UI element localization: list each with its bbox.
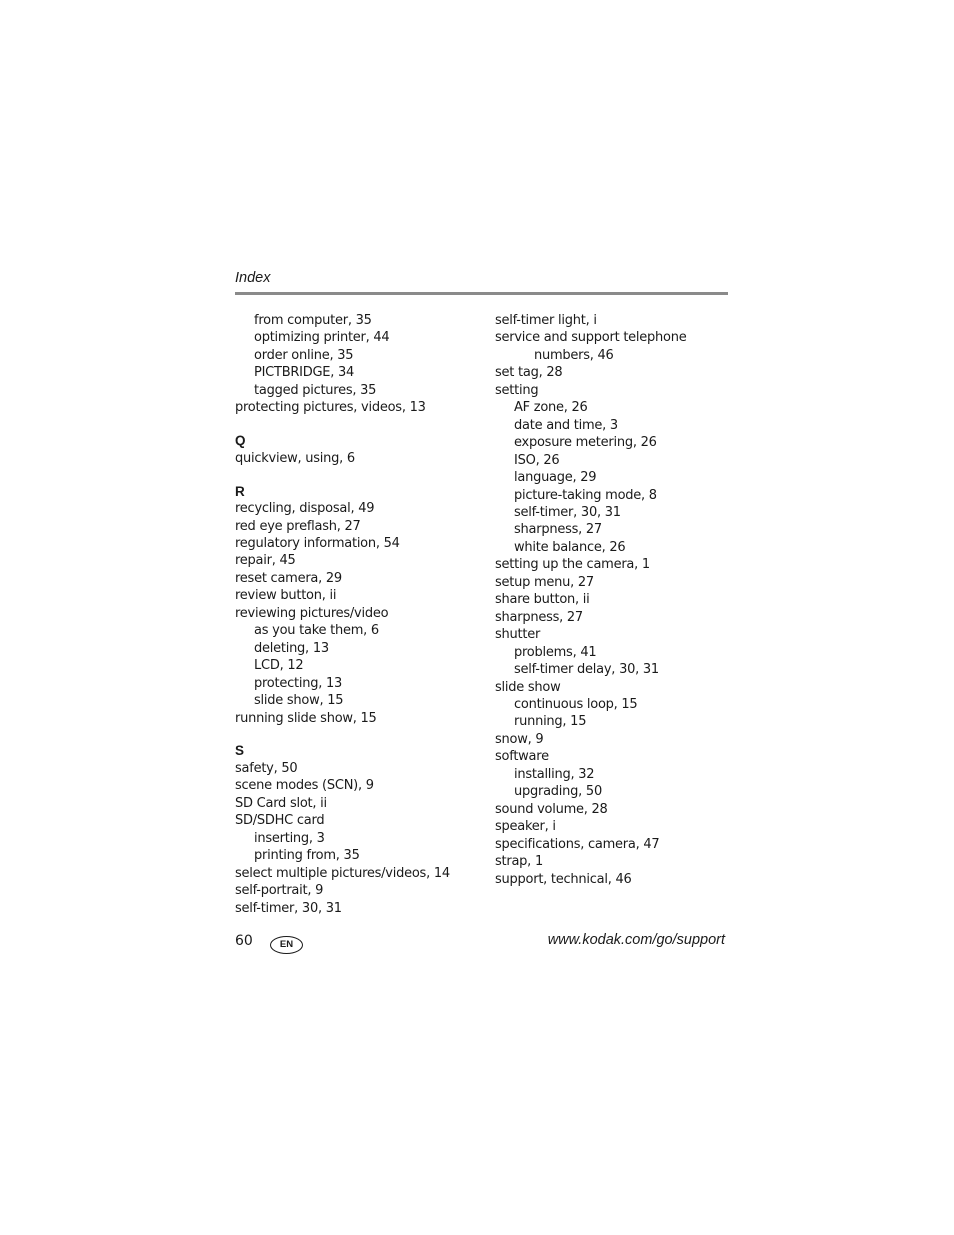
index-entry: snow, 9 xyxy=(495,731,544,747)
index-section-letter: R xyxy=(235,483,245,499)
index-subentry: self-timer delay, 30, 31 xyxy=(514,662,659,678)
index-subentry: PICTBRIDGE, 34 xyxy=(254,365,355,381)
index-entry: reset camera, 29 xyxy=(235,570,342,586)
index-section-letter: Q xyxy=(235,433,246,449)
index-entry: SD Card slot, ii xyxy=(235,795,327,811)
index-subentry: LCD, 12 xyxy=(254,658,304,674)
index-subentry: AF zone, 26 xyxy=(514,400,588,416)
index-entry: recycling, disposal, 49 xyxy=(235,501,375,517)
index-subentry: as you take them, 6 xyxy=(254,623,379,639)
index-subentry: self-timer, 30, 31 xyxy=(514,504,621,520)
index-entry: setting xyxy=(495,382,539,398)
index-entry: red eye preflash, 27 xyxy=(235,518,361,534)
index-entry: running slide show, 15 xyxy=(235,710,377,726)
index-entry: setup menu, 27 xyxy=(495,574,594,590)
index-entry: sharpness, 27 xyxy=(495,609,583,625)
index-subentry: from computer, 35 xyxy=(254,313,372,328)
support-url-link[interactable]: www.kodak.com/go/support xyxy=(547,932,725,948)
index-entry: safety, 50 xyxy=(235,760,298,776)
index-entry: reviewing pictures/video xyxy=(235,605,389,621)
index-entry: quickview, using, 6 xyxy=(235,450,355,466)
index-entry: support, technical, 46 xyxy=(495,871,632,887)
index-subentry: printing from, 35 xyxy=(254,848,360,864)
index-subentry: tagged pictures, 35 xyxy=(254,382,377,398)
index-subentry: inserting, 3 xyxy=(254,830,325,846)
index-entry: SD/SDHC card xyxy=(235,813,325,829)
page-header-title: Index xyxy=(235,270,271,286)
index-entry: strap, 1 xyxy=(495,854,543,870)
index-subentry: deleting, 13 xyxy=(254,640,329,656)
index-entry: self-portrait, 9 xyxy=(235,883,324,899)
index-entry: self-timer, 30, 31 xyxy=(235,900,342,916)
index-subentry: ISO, 26 xyxy=(514,452,560,468)
index-subentry: language, 29 xyxy=(514,470,597,486)
index-subentry: installing, 32 xyxy=(514,766,595,782)
index-entry: set tag, 28 xyxy=(495,365,563,381)
index-subentry: continuous loop, 15 xyxy=(514,696,638,712)
index-entry: self-timer light, i xyxy=(495,313,597,328)
index-section-letter: S xyxy=(235,743,244,759)
index-subentry: slide show, 15 xyxy=(254,693,344,709)
index-entry: repair, 45 xyxy=(235,553,296,569)
language-badge: EN xyxy=(270,936,303,954)
index-entry: review button, ii xyxy=(235,588,337,604)
index-subentry: order online, 35 xyxy=(254,347,354,363)
header-divider xyxy=(235,292,728,295)
index-subentry: upgrading, 50 xyxy=(514,784,602,800)
index-subentry: numbers, 46 xyxy=(534,347,614,363)
index-entry: regulatory information, 54 xyxy=(235,535,400,551)
index-entry: sound volume, 28 xyxy=(495,801,608,817)
page-footer xyxy=(235,931,728,955)
index-column-left xyxy=(235,312,480,917)
index-subentry: optimizing printer, 44 xyxy=(254,330,390,346)
index-entry: scene modes (SCN), 9 xyxy=(235,778,374,794)
index-column-right xyxy=(495,312,735,888)
index-subentry: date and time, 3 xyxy=(514,417,618,433)
index-entry: protecting pictures, videos, 13 xyxy=(235,400,426,416)
index-entry: setting up the camera, 1 xyxy=(495,557,650,573)
index-subentry: exposure metering, 26 xyxy=(514,435,657,451)
index-entry: software xyxy=(495,749,549,765)
index-subentry: sharpness, 27 xyxy=(514,522,602,538)
index-subentry: problems, 41 xyxy=(514,644,597,660)
index-subentry: protecting, 13 xyxy=(254,675,343,691)
index-entry: service and support telephone xyxy=(495,330,687,346)
page-number: 60 xyxy=(235,933,253,949)
index-subentry: white balance, 26 xyxy=(514,539,626,555)
index-entry: speaker, i xyxy=(495,819,556,835)
index-entry: share button, ii xyxy=(495,592,590,608)
index-subentry: running, 15 xyxy=(514,714,587,730)
index-subentry: picture-taking mode, 8 xyxy=(514,487,657,503)
index-entry: slide show xyxy=(495,679,561,695)
index-entry: select multiple pictures/videos, 14 xyxy=(235,865,450,881)
index-entry: specifications, camera, 47 xyxy=(495,836,660,852)
index-entry: shutter xyxy=(495,627,541,643)
